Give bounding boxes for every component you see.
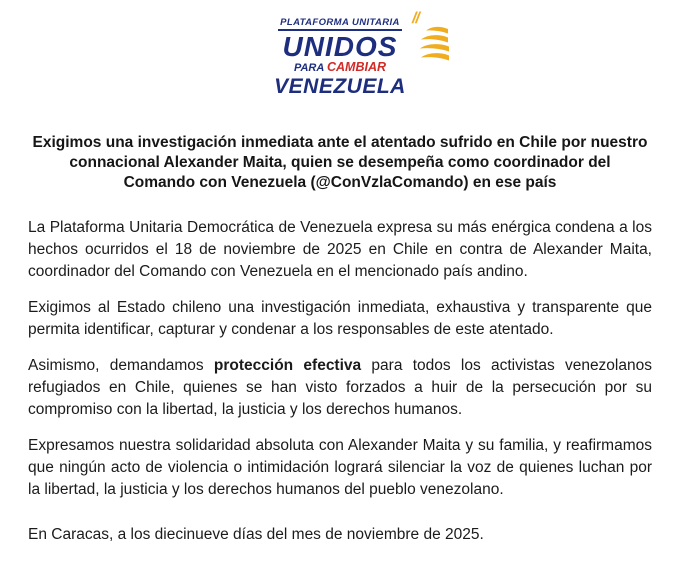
- statement-headline: Exigimos una investigación inmediata ante el atentado sufrido en Chile por nuestro connacional Alexander Maita, quien se desempeña como coordinador del Comando con Venezuela (@ConVzlaComando) en ese país: [32, 134, 648, 192]
- paragraph-protection-demand: [28, 355, 652, 421]
- proteccion-efectiva-emphasis: protección efectiva: [213, 357, 362, 375]
- closing-dateline: En Caracas, a los diecinueve días del mes de noviembre de 2025.: [28, 526, 484, 544]
- paragraph-protection-before: Asimismo, demandamos: [28, 357, 214, 375]
- para-label: PARA: [293, 62, 324, 75]
- unidos-wordmark: UNIDOS: [282, 31, 398, 62]
- paragraph-protection-after: para todos los activistas venezolanos refugiados en Chile, quienes se han visto forzados a huir de la persecución por su compromiso con la libertad, la justicia y los derechos humanos.: [28, 357, 652, 419]
- plataforma-unitaria-label: PLATAFORMA UNITARIA: [280, 17, 400, 28]
- paragraph-condemnation: La Plataforma Unitaria Democrática de Venezuela expresa su más enérgica condena a los hechos ocurridos el 18 de noviembre de 2025 en Chile en contra de Alexander Maita, coordinador del Comando con Venezuela en el mencionado país andino.: [28, 219, 652, 281]
- cambiar-label: CAMBIAR: [326, 60, 387, 75]
- yellow-hand-icon: [418, 26, 450, 66]
- logo-top-banner: [278, 10, 419, 31]
- venezuela-wordmark: VENEZUELA: [274, 75, 406, 99]
- paragraph-investigation-demand: Exigimos al Estado chileno una investigación inmediata, exhaustiva y transparente que permita identificar, capturar y condenar a los responsables de este atentado.: [28, 299, 652, 339]
- para-cambiar-row: [265, 61, 415, 75]
- yellow-slashes-icon: //: [411, 10, 419, 27]
- statement-body: [28, 217, 652, 546]
- paragraph-solidarity: Expresamos nuestra solidaridad absoluta con Alexander Maita y su familia, y reafirmamos que ningún acto de violencia o intimidación logrará silenciar la voz de quienes luchan por la libertad, la justicia y los derechos humanos del pueblo venezolano.: [28, 437, 652, 499]
- plataforma-unitaria-logo: [265, 10, 419, 99]
